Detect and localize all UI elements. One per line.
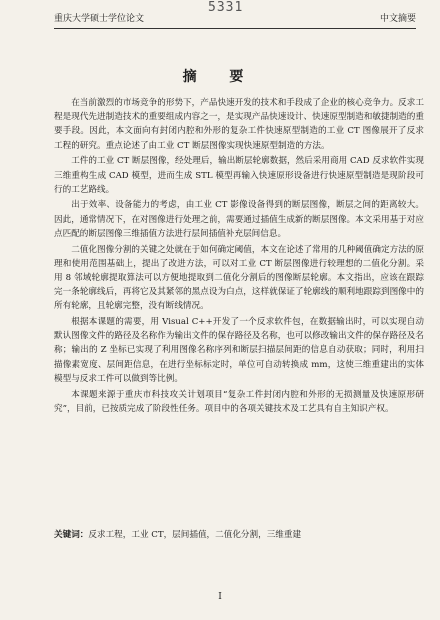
header-section: 中文摘要 — [379, 14, 416, 24]
abstract-paragraph: 本课题来源于重庆市科技攻关计划项目“复杂工件封闭内腔和外形的无损测量及快速原形研究”，目前，已按质完成了阶段性任务。项目中的各项关键技术及工艺具有自主知识产权。 — [54, 389, 424, 414]
header-university: 重庆大学硕士学位论文 — [54, 14, 145, 24]
keywords-label: 关键词： — [54, 530, 89, 540]
page-number: I — [218, 592, 222, 602]
running-header — [54, 10, 416, 29]
keywords-value: 反求工程，工业 CT，层间插值，二值化分割，三维重建 — [88, 530, 302, 540]
handwritten-mark: 5331 — [208, 0, 244, 15]
abstract-paragraph: 在当前激烈的市场竞争的形势下，产品快速开发的技术和手段成了企业的核心竞争力。反求工程是现代先进制造技术的重要组成内容之一，是实现产品快速设计、快速原型制造和敏捷制造的重要手段。因此，本文面向有封闭内腔和外形的复杂工件快速原型制造的工业 CT 图像展开了反求工程的研究。重点论述了由工业 CT 断层图像实现快速原型制造的方法。 — [54, 98, 424, 151]
abstract-body — [54, 96, 424, 417]
keywords-line — [54, 528, 424, 542]
abstract-paragraph: 根据本课题的需要，用 Visual C++开发了一个反求软件包，在数据输出时，可以实现自动默认图像文件的路径及名称作为输出文件的保存路径及名称，也可以修改输出文件的保存路径及名称；输出的 Z 坐标已实现了利用图像名称序列和断层扫描层间距的信息自动获取；同时，利用扫描像素宽度、层间距信息，在进行坐标标定时，单位可自动转换成 mm，这使三维重建出的实体模型与反求工件可以做到等比例。 — [54, 317, 424, 384]
abstract-paragraph: 二值化图像分割的关键之处就在于如何确定阈值，本文在论述了常用的几种阈值确定方法的原理和使用范围基础上，提出了改进方法，可以对工业 CT 断层图像进行较理想的二值化分割。采用 8 邻域轮廓提取算法可以方便地提取到二值化分割后的图像断层轮廓。本文指出，应该在跟踪完一条轮廓线后，再将它及其紧邻的黑点设为白点，这样就保证了轮廓线的顺利地跟踪到图像中的所有轮廓，且轮廓完整，没有断线情况。 — [54, 244, 424, 312]
page-title: 摘 要 — [182, 69, 258, 85]
abstract-paragraph: 出于效率、设备能力的考虑，由工业 CT 影像设备得到的断层图像，断层之间的距离较大。因此，通常情况下，在对图像进行处理之前，需要通过插值生成新的断层图像。本文采用基于对应点匹配的断层图像三维插值方法进行层间插值补充层间信息。 — [54, 200, 424, 239]
abstract-paragraph: 工件的工业 CT 断层图像，经处理后，输出断层轮廓数据，然后采用商用 CAD 反求软件实现三维重构生成 CAD 模型，进而生成 STL 模型再输入快速原形设备进行快速原型制造是现阶段可行的工艺路线。 — [54, 156, 424, 195]
